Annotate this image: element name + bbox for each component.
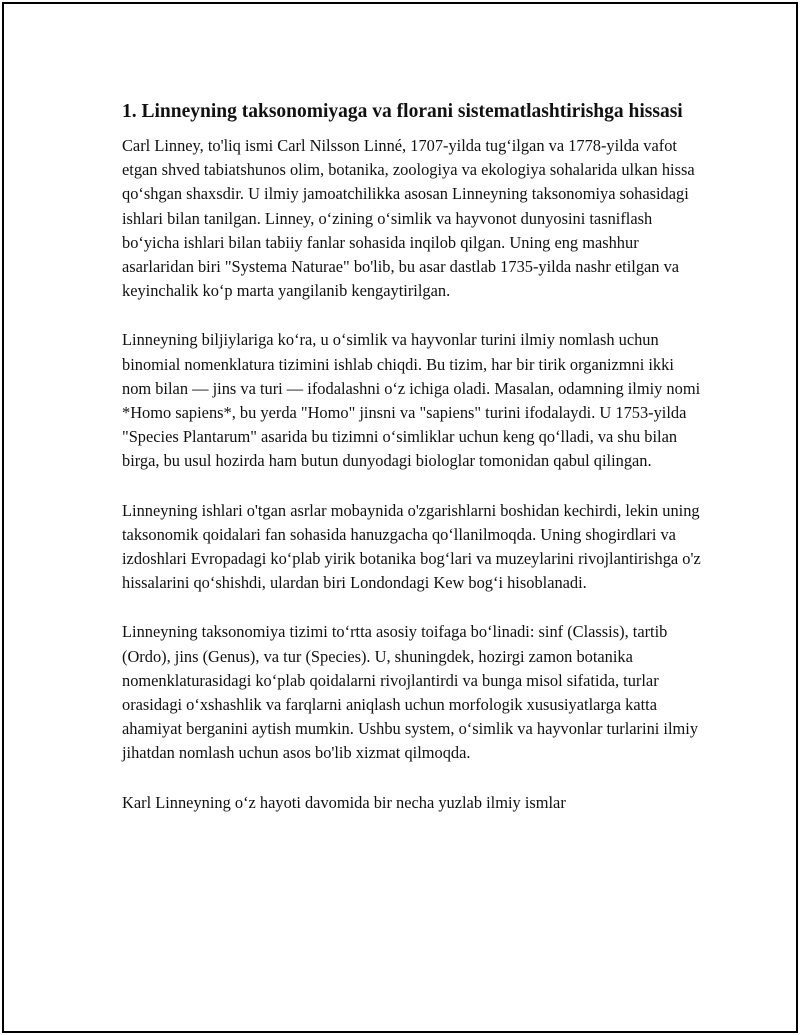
section-heading: 1. Linneyning taksonomiyaga va florani sistematlashtirishga hissasi — [122, 101, 683, 122]
paragraph-1: Carl Linney, to'liq ismi Carl Nilsson Linné, 1707-yilda tug‘ilgan va 1778-yilda vafot etgan shved tabiatshunos olim, botanika, zoologiya va ekologiya sohalarida ulkan hissa qo‘shgan shaxsdir. U ilmiy jamoatchilikka asosan Linneyning taksonomiya sohasidagi ishlari bilan tanilgan. Linney, o‘zining o‘simlik va hayvonot dunyosini tasniflash bo‘yicha ishlari bilan tabiiy fanlar sohasida inqilob qilgan. Uning eng mashhur asarlaridan biri "Systema Naturae" bo'lib, bu asar dastlab 1735-yilda nashr etilgan va keyinchalik ko‘p marta yangilanib kengaytirilgan. — [122, 136, 695, 301]
document-body — [122, 97, 702, 840]
page-frame — [2, 2, 798, 1033]
paragraph-3: Linneyning ishlari o'tgan asrlar mobaynida o'zgarishlarni boshidan kechirdi, lekin uning taksonomik qoidalari fan sohasida hanuzgacha qo‘llanilmoqda. Uning shogirdlari va izdoshlari Evropadagi ko‘plab yirik botanika bog‘lari va muzeylarini rivojlantirishga o'z hissalarini qo‘shishdi, ulardan biri Londondagi Kew bog‘i hisoblanadi. — [122, 500, 701, 593]
paragraph-2: Linneyning biljiylariga ko‘ra, u o‘simlik va hayvonlar turini ilmiy nomlash uchun binomial nomenklatura tizimini ishlab chiqdi. Bu tizim, har bir tirik organizmni ikki nom bilan — jins va turi — ifodalashni o‘z ichiga oladi. Masalan, odamning ilmiy nomi *Homo sapiens*, bu yerda "Homo" jinsni va "sapiens" turini ifodalaydi. U 1753-yilda "Species Plantarum" asarida bu tizimni o‘simliklar uchun keng qo‘lladi, va shu bilan birga, bu usul hozirda ham butun dunyodagi biologlar tomonidan qabul qilingan. — [122, 330, 701, 471]
paragraph-5: Karl Linneyning o‘z hayoti davomida bir necha yuzlab ilmiy ismlar — [122, 792, 566, 812]
paragraph-4: Linneyning taksonomiya tizimi to‘rtta asosiy toifaga bo‘linadi: sinf (Classis), tartib (Ordo), jins (Genus), va tur (Species). U, shuningdek, hozirgi zamon botanika nomenklaturasidagi ko‘plab qoidalarni rivojlantirdi va bunga misol sifatida, turlar orasidagi o‘xshashlik va farqlarni aniqlash uchun morfologik xususiyatlarga katta ahamiyat berganini aytish mumkin. Ushbu system, o‘simlik va hayvonlar turlarini ilmiy jihatdan nomlash uchun asos bo'lib xizmat qilmoqda. — [122, 622, 699, 763]
